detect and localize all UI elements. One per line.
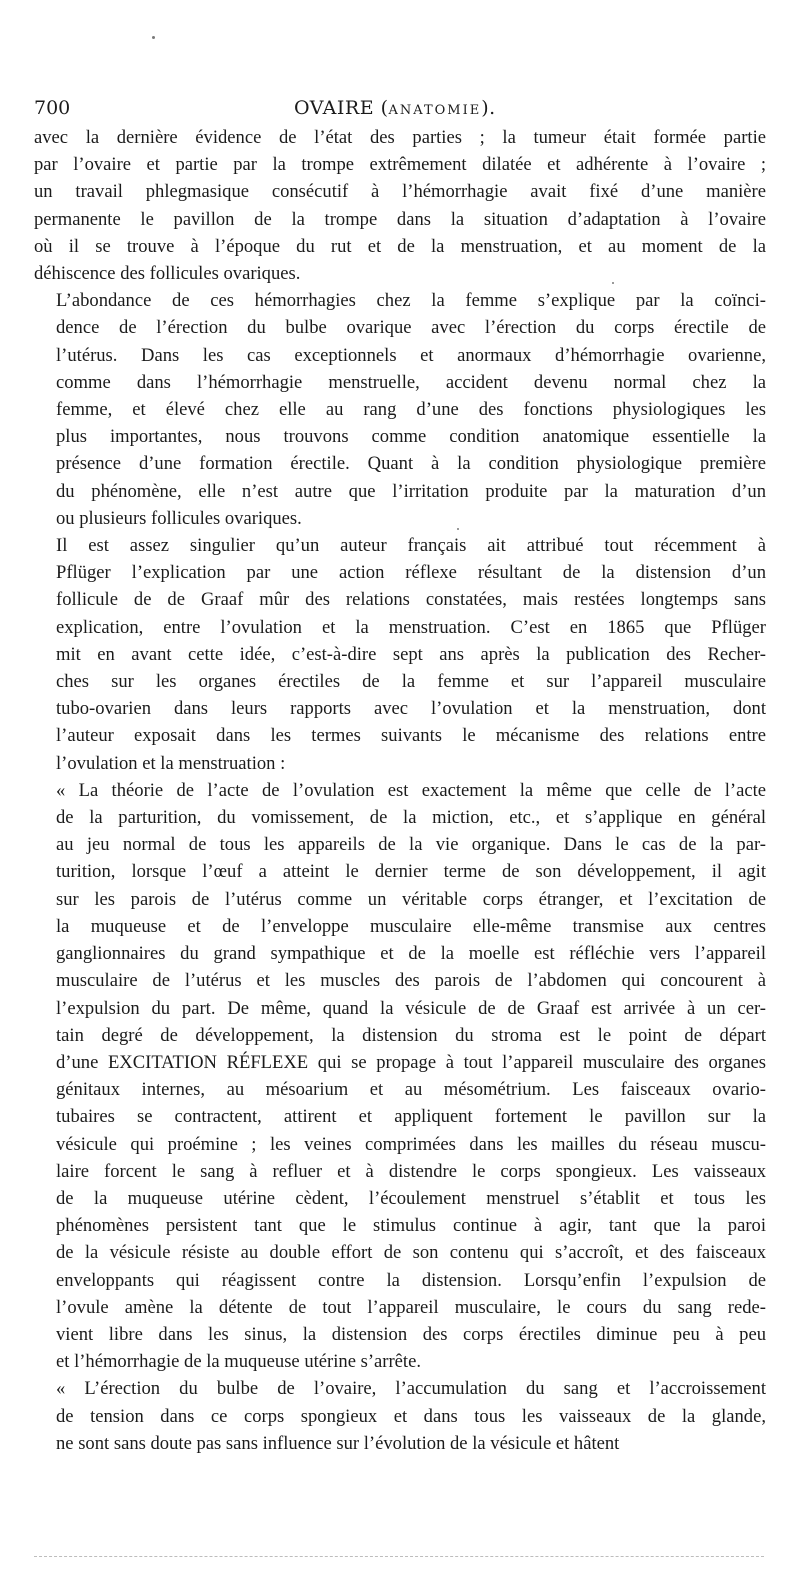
text-line: L’abondance de ces hémorrhagies chez la femme s’explique par la coïnci-	[56, 290, 766, 312]
running-title-main: OVAIRE (	[294, 97, 389, 119]
text-line: et l’hémorrhagie de la muqueuse utérine s’arrête.	[56, 1351, 421, 1373]
text-line: d’une EXCITATION RÉFLEXE qui se propage à tout l’appareil musculaire des organes	[56, 1051, 766, 1073]
text-line: explication, entre l’ovulation et la menstruation. C’est en 1865 que Pflüger	[56, 616, 766, 638]
text-line: mit en avant cette idée, c’est-à-dire sept ans après la publication des Recher-	[56, 643, 766, 665]
paragraph-p3	[34, 532, 766, 777]
text-line: enveloppants qui réagissent contre la distension. Lorsqu’enfin l’expulsion de	[56, 1269, 766, 1291]
text-line: génitaux internes, au mésoarium et au mésométrium. Les faisceaux ovario-	[56, 1079, 766, 1101]
text-line: la muqueuse et de l’enveloppe musculaire elle-même transmise aux centres	[56, 915, 766, 937]
text-line: de la vésicule résiste au double effort de son contenu qui s’accroît, et des faisceaux	[56, 1242, 766, 1264]
text-line: avec la dernière évidence de l’état des parties ; la tumeur était formée partie	[34, 127, 766, 148]
running-title-end: ).	[481, 97, 496, 119]
paragraph-p4	[34, 777, 766, 1375]
text-line: dence de l’érection du bulbe ovarique avec l’érection du corps érectile de	[56, 317, 766, 339]
text-line: permanente le pavillon de la trompe dans la situation d’adaptation à l’ovaire	[34, 208, 766, 230]
text-line: l’ovulation et la menstruation :	[56, 752, 286, 774]
text-line: du phénomène, elle n’est autre que l’irritation produite par la maturation d’un	[56, 480, 766, 502]
text-line: vésicule qui proémine ; les veines comprimées dans les mailles du réseau muscu-	[56, 1133, 766, 1155]
text-line: de tension dans ce corps spongieux et dans tous les vaisseaux de la glande,	[56, 1405, 766, 1427]
text-line: où il se trouve à l’époque du rut et de la menstruation, et au moment de la	[34, 235, 766, 257]
text-line: l’ovule amène la détente de tout l’appareil musculaire, le cours du sang rede-	[56, 1296, 766, 1318]
body-text	[34, 124, 766, 1457]
text-line: vient libre dans les sinus, la distension des corps érectiles diminue peu à peu	[56, 1323, 766, 1345]
text-line: tubaires se contractent, attirent et appliquent fortement le pavillon sur la	[56, 1106, 766, 1128]
paragraph-p2	[34, 287, 766, 532]
text-line: déhiscence des follicules ovariques.	[34, 263, 301, 285]
running-title	[294, 96, 496, 123]
text-line: comme dans l’hémorrhagie menstruelle, accident devenu normal chez la	[56, 371, 766, 393]
ink-speck	[152, 36, 155, 39]
running-title-subject: ANATOMIE	[388, 103, 482, 118]
text-line: Il est assez singulier qu’un auteur français ait attribué tout récemment à	[56, 535, 766, 557]
text-line: l’utérus. Dans les cas exceptionnels et anormaux d’hémorrhagie ovarienne,	[56, 344, 766, 366]
paragraph-p5	[34, 1375, 766, 1457]
text-line: l’auteur exposait dans les termes suivants le mécanisme des relations entre	[56, 725, 766, 747]
text-line: phénomènes persistent tant que le stimulus continue à agir, tant que la paroi	[56, 1215, 766, 1237]
text-line: de la parturition, du vomissement, de la miction, etc., et s’applique en général	[56, 807, 766, 829]
text-line: par l’ovaire et partie par la trompe extrêmement dilatée et adhérente à l’ovaire ;	[34, 154, 766, 176]
text-line: « La théorie de l’acte de l’ovulation est exactement la même que celle de l’acte	[56, 779, 766, 801]
footer-rule	[34, 1556, 764, 1557]
text-line: tain degré de développement, la distension du stroma est le point de départ	[56, 1024, 766, 1046]
text-line: Pflüger l’explication par une action réflexe résultant de la distension d’un	[56, 562, 766, 584]
text-line: un travail phlegmasique consécutif à l’hémorrhagie avait fixé d’une manière	[34, 181, 766, 203]
paragraph-p1	[34, 124, 766, 287]
text-line: follicule de de Graaf mûr des relations constatées, mais restées longtemps sans	[56, 589, 766, 611]
text-line: présence d’une formation érectile. Quant à la condition physiologique première	[56, 453, 766, 475]
text-line: « L’érection du bulbe de l’ovaire, l’accumulation du sang et l’accroissement	[56, 1378, 766, 1400]
text-line: de la muqueuse utérine cèdent, l’écoulement menstruel s’établit et tous les	[56, 1187, 766, 1209]
text-line: ganglionnaires du grand sympathique et de la moelle est réfléchie vers l’appareil	[56, 943, 766, 965]
text-line: ne sont sans doute pas sans influence sur l’évolution de la vésicule et hâtent	[56, 1432, 620, 1454]
text-line: au jeu normal de tous les appareils de la vie organique. Dans le cas de la par-	[56, 834, 766, 856]
text-line: musculaire de l’utérus et les muscles des parois de l’abdomen qui concourent à	[56, 970, 766, 992]
text-line: femme, et élevé chez elle au rang d’une des fonctions physiologiques les	[56, 399, 766, 421]
text-line: ou plusieurs follicules ovariques.	[56, 507, 302, 529]
text-line: plus importantes, nous trouvons comme condition anatomique essentielle la	[56, 426, 766, 448]
text-line: laire forcent le sang à refluer et à distendre le corps spongieux. Les vaisseaux	[56, 1160, 766, 1182]
text-line: turition, lorsque l’œuf a atteint le dernier terme de son développement, il agit	[56, 861, 766, 883]
text-line: ches sur les organes érectiles de la femme et sur l’appareil musculaire	[56, 671, 766, 693]
document-page	[34, 96, 766, 1457]
text-line: l’expulsion du part. De même, quand la vésicule de de Graaf est arrivée à un cer-	[56, 997, 766, 1019]
text-line: sur les parois de l’utérus comme un véritable corps étranger, et l’excitation de	[56, 888, 766, 910]
page-number: 700	[34, 97, 71, 119]
text-line: tubo-ovarien dans leurs rapports avec l’ovulation et la menstruation, dont	[56, 698, 766, 720]
page-header	[34, 96, 766, 126]
